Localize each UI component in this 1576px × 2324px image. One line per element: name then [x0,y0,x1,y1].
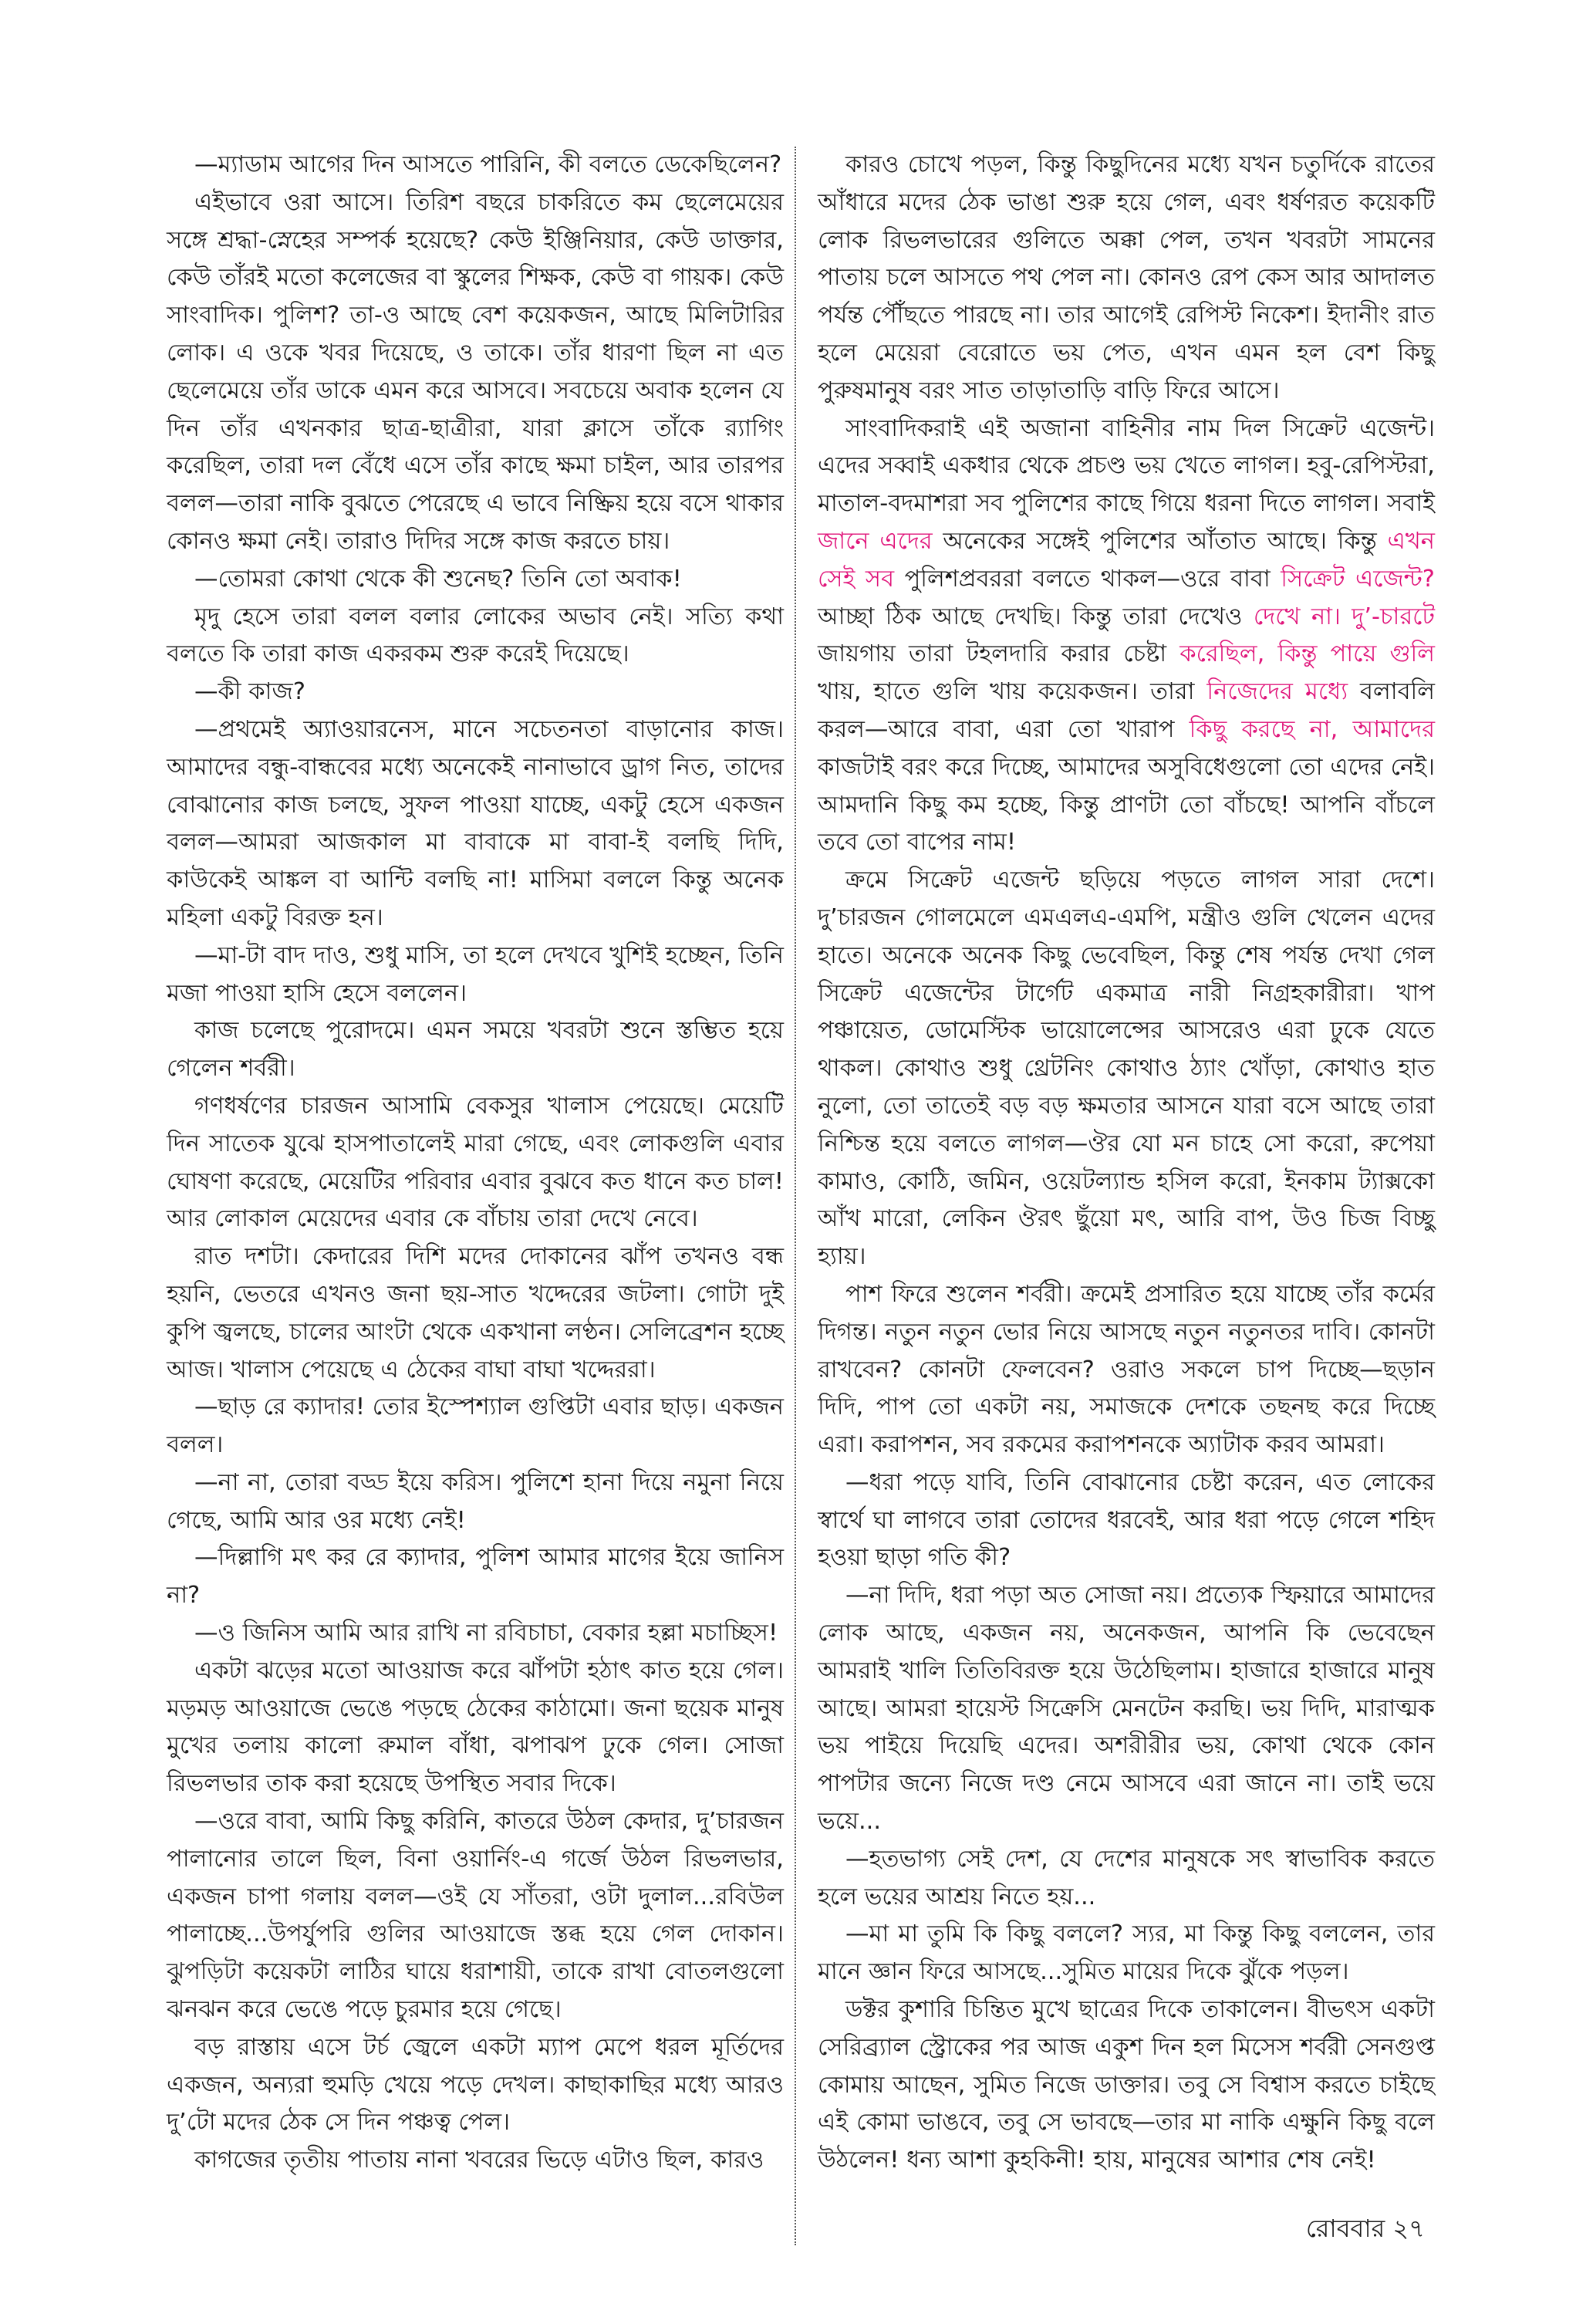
text-segment: পাশ ফিরে শুলেন শর্বরী। ক্রমেই প্রসারিত হয়ে যাচ্ছে তাঁর কর্মের দিগন্ত। নতুন নতুন ভোর নিয়ে আসছে নতুন নতুনতর দাবি। কোনটা রাখবেন? কোনটা ফেলবেন? ওরাও সকলে চাপ দিচ্ছে—ছড়ান দিদি, পাপ তো একটা নয়, সমাজকে দেশকে তছনছ করে দিচ্ছে এরা। করাপশন, সব রকমের করাপশনকে অ্যাটাক করব আমরা। [818,1280,1435,1459]
paragraph: গণধর্ষণের চারজন আসামি বেকসুর খালাস পেয়েছে। মেয়েটি দিন সাতেক যুঝে হাসপাতালেই মারা গেছে, এবং লোকগুলি এবার ঘোষণা করেছে, মেয়েটির পরিবার এবার বুঝবে কত ধানে কত চাল! আর লোকাল মেয়েদের এবার কে বাঁচায় তারা দেখে নেবে। [167,1092,784,1233]
paragraph: —কী কাজ? [194,678,305,706]
text-segment: —মা মা তুমি কি কিছু বললে? স্যর, মা কিন্তু কিছু বললেন, তার মানে জ্ঞান ফিরে আসছে...সুমিত মায়ের দিকে ঝুঁকে পড়ল। [818,1920,1435,1986]
text-segment: —হতভাগ্য সেই দেশ, যে দেশের মানুষকে সৎ স্বাভাবিক করতে হলে ভয়ের আশ্রয় নিতে হয়... [818,1845,1435,1910]
paragraph [818,862,1435,1276]
paragraph [818,1916,1435,1991]
text-segment: —ধরা পড়ে যাবি, তিনি বোঝানোর চেষ্টা করেন, এত লোকের স্বার্থে ঘা লাগবে তারা তোদের ধরবেই, আর ধরা পড়ে গেলে শহিদ হওয়া ছাড়া গতি কী? [818,1468,1435,1572]
page-number: ২৭ [1392,2214,1425,2243]
highlighted-text: নিজেদের মধ্যে [1206,678,1348,706]
text-segment: বলাবলি করল—আরে বাবা, এরা তো খারাপ [818,678,1435,743]
paragraph [818,1276,1435,1464]
text-segment: —না দিদি, ধরা পড়া অত সোজা নয়। প্রত্যেক স্ফিয়ারে আমাদের লোক আছে, একজন নয়, অনেকজন, আপনি কি ভেবেছেন আমরাই খালি তিতিবিরক্ত হয়ে উঠেছিলাম। হাজারে হাজারে মানুষ আছে। আমরা হায়েস্ট সিক্রেসি মেনটেন করছি। ভয় দিদি, মারাত্মক ভয় পাইয়ে দিয়েছি এদের। অশরীরীর ভয়, কোথা থেকে কোন পাপটার জন্যে নিজে দণ্ড নেমে আসবে এরা জানে না। তাই ভয়ে ভয়ে... [818,1582,1435,1836]
paragraph [818,147,1435,410]
paragraph: কাগজের তৃতীয় পাতায় নানা খবরের ভিড়ে এটাও ছিল, কারও [194,2147,764,2174]
paragraph: কাজ চলেছে পুরোদমে। এমন সময়ে খবরটা শুনে স্তম্ভিত হয়ে গেলেন শর্বরী। [167,1017,784,1083]
left-column [167,147,784,2180]
paragraph: এইভাবে ওরা আসে। তিরিশ বছরে চাকরিতে কম ছেলেমেয়ের সঙ্গে শ্রদ্ধা-স্নেহের সম্পর্ক হয়েছে? কেউ ইঞ্জিনিয়ার, কেউ ডাক্তার, কেউ তাঁরই মতো কলেজের বা স্কুলের শিক্ষক, কেউ বা গায়ক। কেউ সাংবাদিক। পুলিশ? তা-ও আছে বেশ কয়েকজন, আছে মিলিটারির লোক। এ ওকে খবর দিয়েছে, ও তাকে। তাঁর ধারণা ছিল না এত ছেলেমেয়ে তাঁর ডাকে এমন করে আসবে। সবচেয়ে অবাক হলেন যে দিন তাঁর এখনকার ছাত্র-ছাত্রীরা, যারা ক্লাসে তাঁকে র‍্যাগিং করেছিল, তারা দল বেঁধে এসে তাঁর কাছে ক্ষমা চাইল, আর তারপর বলল—তারা নাকি বুঝতে পেরেছে এ ভাবে নিষ্ক্রিয় হয়ে বসে থাকার কোনও ক্ষমা নেই। তারাও দিদির সঙ্গে কাজ করতে চায়। [167,188,784,555]
paragraph: —ম্যাডাম আগের দিন আসতে পারিনি, কী বলতে ডেকেছিলেন? [194,151,782,178]
paragraph: —না না, তোরা বড্ড ইয়ে করিস। পুলিশে হানা দিয়ে নমুনা নিয়ে গেছে, আমি আর ওর মধ্যে নেই! [167,1468,784,1534]
paragraph [818,1464,1435,1577]
paragraph [818,1577,1435,1841]
paragraph: —তোমরা কোথা থেকে কী শুনেছ? তিনি তো অবাক! [194,565,682,593]
paragraph: —দিল্লাগি মৎ কর রে ক্যাদার, পুলিশ আমার মাগের ইয়ে জানিস না? [167,1544,784,1610]
page-footer [1306,2213,1425,2244]
paragraph: একটা ঝড়ের মতো আওয়াজ করে ঝাঁপটা হঠাৎ কাত হয়ে গেল। মড়মড় আওয়াজে ভেঙে পড়ছে ঠেকের কাঠামো। জনা ছয়েক মানুষ মুখের তলায় কালো রুমাল বাঁধা, ঝপাঝপ ঢুকে গেল। সোজা রিভলভার তাক করা হয়েছে উপস্থিত সবার দিকে। [167,1657,784,1798]
text-segment: পুলিশপ্রবররা বলতে থাকল—ওরে বাবা [894,565,1281,593]
paragraph: বড় রাস্তায় এসে টর্চ জ্বেলে একটা ম্যাপ মেপে ধরল মূর্তিদের একজন, অন্যরা হুমড়ি খেয়ে পড়ে দেখল। কাছাকাছির মধ্যে আরও দু’টো মদের ঠেক সে দিন পঞ্চত্ব পেল। [167,2033,784,2137]
paragraph: রাত দশটা। কেদারের দিশি মদের দোকানের ঝাঁপ তখনও বন্ধ হয়নি, ভেতরে এখনও জনা ছয়-সাত খদ্দেরের জটলা। গোটা দুই কুপি জ্বলছে, চালের আংটা থেকে একখানা লণ্ঠন। সেলিব্রেশন হচ্ছে আজ। খালাস পেয়েছে এ ঠেকের বাঘা বাঘা খদ্দেররা। [167,1243,784,1383]
paragraph [818,410,1435,863]
text-segment: ক্রমে সিক্রেট এজেন্ট ছড়িয়ে পড়তে লাগল সারা দেশে। দু’চারজন গোলমেলে এমএলএ-এমপি, মন্ত্রীও গুলি খেলেন এদের হাতে। অনেকে অনেক কিছু ভেবেছিল, কিন্তু শেষ পর্যন্ত দেখা গেল সিক্রেট এজেন্টের টার্গেট একমাত্র নারী নিগ্রহকারীরা। খাপ পঞ্চায়েত, ডোমেস্টিক ভায়োলেন্সের আসরেও এরা ঢুকে যেতে থাকল। কোথাও শুধু থ্রেটনিং কোথাও ঠ্যাং খোঁড়া, কোথাও হাত নুলো, তো তাতেই বড় বড় ক্ষমতার আসনে যারা বসে আছে তারা নিশ্চিন্ত হয়ে বলতে লাগল—ঔর যো মন চাহে সো করো, রুপেয়া কামাও, কোঠি, জমিন, ওয়েটল্যান্ড হসিল করো, ইনকাম ট্যাক্সকো আঁখ মারো, লেকিন ঔরৎ ছুঁয়ো মৎ, আরি বাপ, উও চিজ বিচ্ছু হ্যায়। [818,866,1435,1271]
column-divider [795,147,796,2245]
paragraph [818,1991,1435,2180]
highlighted-text: সিক্রেট এজেন্ট? [1281,565,1435,593]
text-segment: কাজটাই বরং করে দিচ্ছে, আমাদের অসুবিধেগুলো তো এদের নেই। আমদানি কিছু কম হচ্ছে, কিন্তু প্রাণটা তো বাঁচছে! আপনি বাঁচলে তবে তো বাপের নাম! [818,753,1435,856]
highlighted-text: এখন সেই সব [818,527,1436,593]
text-segment: সাংবাদিকরাই এই অজানা বাহিনীর নাম দিল সিক্রেট এজেন্ট। এদের সব্বাই একধার থেকে প্রচণ্ড ভয় খেতে লাগল। হবু-রেপিস্টরা, মাতাল-বদমাশরা সব পুলিশের কাছে গিয়ে ধরনা দিতে লাগল। সবাই [818,414,1435,518]
text-segment: আচ্ছা ঠিক আছে দেখছি। কিন্তু তারা দেখেও [818,603,1254,630]
highlighted-text: কিছু করছে না, আমাদের [1189,715,1435,743]
paragraph [818,1841,1435,1917]
highlighted-text: জানে এদের [818,527,933,555]
paragraph: —ছাড় রে ক্যাদার! তোর ইস্পেশ্যাল গুপ্তিটা এবার ছাড়। একজন বলল। [167,1393,784,1459]
magazine-name: রোববার [1305,2214,1385,2243]
text-segment: ডক্টর কুশারি চিন্তিত মুখে ছাত্রের দিকে তাকালেন। বীভৎস একটা সেরিব্র্যাল স্ট্রোকের পর আজ একুশ দিন হল মিসেস শর্বরী সেনগুপ্ত কোমায় আছেন, সুমিত নিজে ডাক্তার। তবু সে বিশ্বাস করতে চাইছে এই কোমা ভাঙবে, তবু সে ভাবছে—তার মা নাকি এক্ষুনি কিছু বলে উঠলেন! ধন্য আশা কুহকিনী! হায়, মানুষের আশার শেষ নেই! [818,1996,1435,2174]
highlighted-text: করেছিল, কিন্তু পায়ে গুলি [1179,640,1435,668]
paragraph: —ওরে বাবা, আমি কিছু করিনি, কাতরে উঠল কেদার, দু’চারজন পালানোর তালে ছিল, বিনা ওয়ার্নিং-এ গর্জে উঠল রিভলভার, একজন চাপা গলায় বলল—ওই যে সাঁতরা, ওটা দুলাল...রবিউল পালাচ্ছে...উপর্যুপরি গুলির আওয়াজে স্তব্ধ হয়ে গেল দোকান। ঝুপড়িটা কয়েকটা লাঠির ঘায়ে ধরাশায়ী, তাকে রাখা বোতলগুলো ঝনঝন করে ভেঙে পড়ে চুরমার হয়ে গেছে। [167,1808,784,2024]
paragraph: মৃদু হেসে তারা বলল বলার লোকের অভাব নেই। সত্যি কথা বলতে কি তারা কাজ একরকম শুরু করেই দিয়েছে। [167,603,784,668]
paragraph: —প্রথমেই অ্যাওয়ারনেস, মানে সচেতনতা বাড়ানোর কাজ। আমাদের বন্ধু-বান্ধবের মধ্যে অনেকেই নানাভাবে ড্রাগ নিত, তাদের বোঝানোর কাজ চলছে, সুফল পাওয়া যাচ্ছে, একটু হেসে একজন বলল—আমরা আজকাল মা বাবাকে মা বাবা-ই বলছি দিদি, কাউকেই আঙ্কল বা আন্টি বলছি না! মাসিমা বললে কিন্তু অনেক মহিলা একটু বিরক্ত হন। [167,715,784,931]
text-segment: কারও চোখে পড়ল, কিন্তু কিছুদিনের মধ্যে যখন চতুর্দিকে রাতের আঁধারে মদের ঠেক ভাঙা শুরু হয়ে গেল, এবং ধর্ষণরত কয়েকটি লোক রিভলভারের গুলিতে অক্কা পেল, তখন খবরটা সামনের পাতায় চলে আসতে পথ পেল না। কোনও রেপ কেস আর আদালত পর্যন্ত পৌঁছতে পারছে না। তার আগেই রেপিস্ট নিকেশ। ইদানীং রাত হলে মেয়েরা বেরোতে ভয় পেত, এখন এমন হল বেশ কিছু পুরুষমানুষ বরং সাত তাড়াতাড়ি বাড়ি ফিরে আসে। [818,151,1435,404]
text-segment: খায়, হাতে গুলি খায় কয়েকজন। তারা [818,678,1207,706]
highlighted-text: দেখে না। দু’-চারটে [1253,603,1435,630]
paragraph: —মা-টা বাদ দাও, শুধু মাসি, তা হলে দেখবে খুশিই হচ্ছেন, তিনি মজা পাওয়া হাসি হেসে বললেন। [167,941,784,1007]
text-segment: অনেকের সঙ্গেই পুলিশের আঁতাত আছে। কিন্তু [932,527,1388,555]
text-segment: জায়গায় তারা টহলদারি করার চেষ্টা [818,640,1180,668]
paragraph: —ও জিনিস আমি আর রাখি না রবিচাচা, বেকার হল্লা মচাচ্ছিস! [194,1620,778,1647]
right-column [818,147,1435,2180]
